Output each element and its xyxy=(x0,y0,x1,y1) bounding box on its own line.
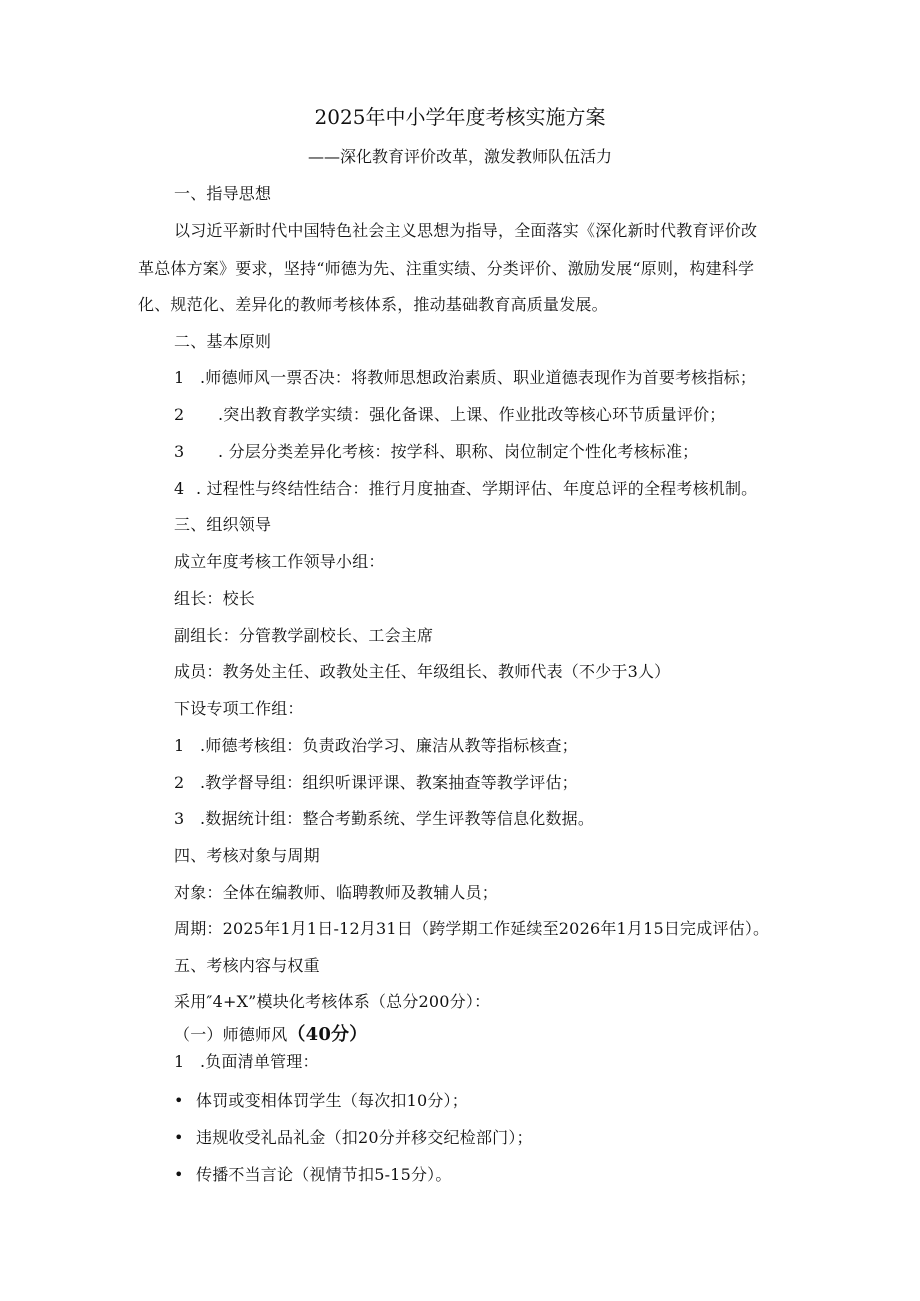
subsection-heading xyxy=(174,1024,367,1046)
list-item-text: .教学督导组：组织听课评课、教案抽查等教学评估； xyxy=(200,773,578,792)
subsection-score: （40分） xyxy=(287,1024,368,1045)
document-subtitle: ——深化教育评价改革，激发教师队伍活力 xyxy=(307,147,612,166)
list-item xyxy=(174,772,578,794)
section-heading-5: 五、考核内容与权重 xyxy=(174,956,320,975)
bullet-item xyxy=(174,1164,452,1186)
list-item-number: 1 xyxy=(174,736,185,755)
bullet-text: 体罚或变相体罚学生（每次扣10分）； xyxy=(196,1091,468,1110)
list-item xyxy=(174,441,698,463)
list-item-text: .突出教育教学实绩：强化备课、上课、作业批改等核心环节质量评价； xyxy=(218,405,726,424)
bullet-text: 违规收受礼品礼金（扣20分并移交纪检部门）； xyxy=(196,1128,533,1147)
list-item-text: .数据统计组：整合考勤系统、学生评教等信息化数据。 xyxy=(200,809,595,828)
bullet-icon: • xyxy=(174,1165,184,1184)
section-heading-1: 一、指导思想 xyxy=(174,184,272,203)
list-item-text: .师德考核组：负责政治学习、廉洁从教等指标核查； xyxy=(200,736,578,755)
section-heading-4: 四、考核对象与周期 xyxy=(174,846,320,865)
list-item-number: 1 xyxy=(174,1052,185,1071)
text-line: 采用″4+X”模块化考核体系（总分200分）： xyxy=(174,992,491,1011)
bullet-item xyxy=(174,1127,533,1149)
list-item xyxy=(174,367,756,389)
bullet-icon: • xyxy=(174,1128,184,1147)
list-item-number: 3 xyxy=(174,809,185,828)
section-heading-2: 二、基本原则 xyxy=(174,332,272,351)
list-item xyxy=(174,478,757,500)
list-item-text: .负面清单管理： xyxy=(200,1052,319,1071)
bullet-item xyxy=(174,1090,468,1112)
list-item xyxy=(174,404,726,426)
paragraph-line: 以习近平新时代中国特色社会主义思想为指导，全面落实《深化新时代教育评价改 xyxy=(174,221,758,240)
list-item-number: 2 xyxy=(174,405,185,424)
list-item-text: . 过程性与终结性结合：推行月度抽查、学期评估、年度总评的全程考核机制。 xyxy=(196,479,758,498)
text-line: 成员：教务处主任、政教处主任、年级组长、教师代表（不少于3人） xyxy=(174,662,671,681)
list-item-number: 4 xyxy=(174,479,185,498)
bullet-icon: • xyxy=(174,1091,184,1110)
text-line: 副组长：分管教学副校长、工会主席 xyxy=(174,626,434,645)
text-line: 组长：校长 xyxy=(174,589,256,608)
subsection-label: （一）师德师风 xyxy=(174,1025,288,1044)
section-heading-3: 三、组织领导 xyxy=(174,515,272,534)
list-item-text: . 分层分类差异化考核：按学科、职称、岗位制定个性化考核标准； xyxy=(218,442,699,461)
list-item-number: 3 xyxy=(174,442,185,461)
paragraph-line: 革总体方案》要求，坚持“师德为先、注重实绩、分类评价、激励发展“原则，构建科学 xyxy=(138,259,755,278)
list-item xyxy=(174,1051,319,1073)
list-item-number: 1 xyxy=(174,368,185,387)
text-line: 成立年度考核工作领导小组： xyxy=(174,552,385,571)
text-line: 下设专项工作组： xyxy=(174,699,304,718)
bullet-text: 传播不当言论（视情节扣5-15分）。 xyxy=(196,1165,452,1184)
list-item xyxy=(174,735,578,757)
paragraph-line: 化、规范化、差异化的教师考核体系，推动基础教育高质量发展。 xyxy=(138,295,608,314)
list-item-text: .师德师风一票否决：将教师思想政治素质、职业道德表现作为首要考核指标； xyxy=(200,368,757,387)
text-line: 对象：全体在编教师、临聘教师及教辅人员； xyxy=(174,883,499,902)
list-item-number: 2 xyxy=(174,773,185,792)
text-line: 周期：2025年1月1日-12月31日（跨学期工作延续至2026年1月15日完成评估）。 xyxy=(174,919,770,938)
document-title: 2025年中小学年度考核实施方案 xyxy=(314,105,606,129)
list-item xyxy=(174,808,594,830)
